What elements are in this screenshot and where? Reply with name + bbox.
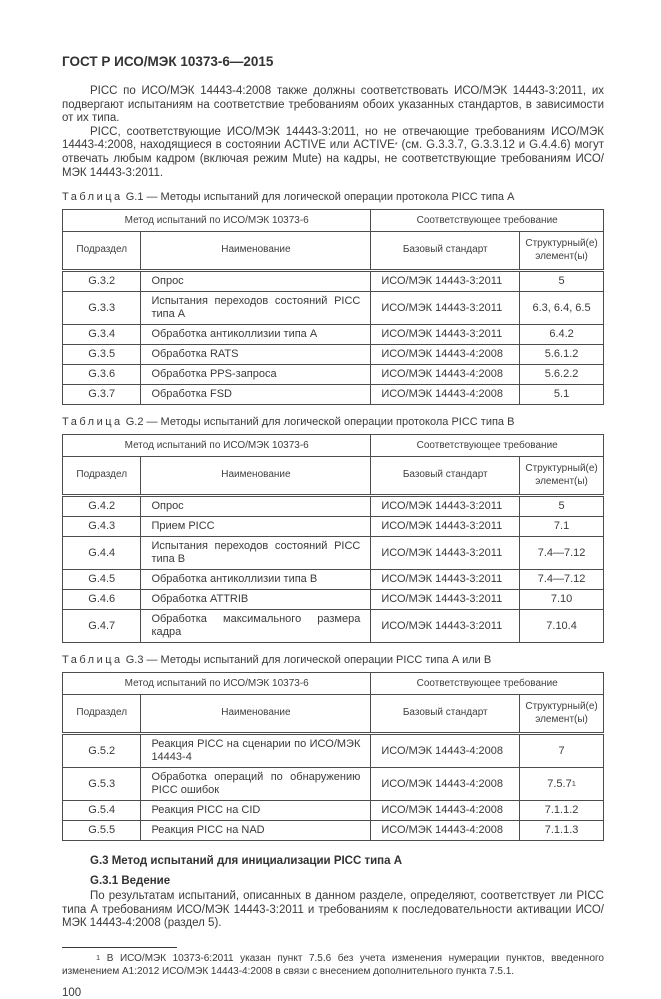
cell-subsection: G.5.5 bbox=[63, 821, 141, 841]
table-caption-label: Таблица bbox=[62, 191, 123, 204]
table-caption-label: Таблица bbox=[62, 416, 123, 429]
col-header-element: Структурный(е) элемент(ы) bbox=[520, 695, 604, 734]
table-row bbox=[63, 292, 604, 325]
active-asterisk-superscript: * bbox=[394, 140, 398, 150]
table-g2 bbox=[62, 434, 604, 643]
table-caption-g3 bbox=[62, 654, 604, 666]
cell-element: 7.4—7.12 bbox=[520, 537, 604, 570]
cell-element: 5.1 bbox=[520, 385, 604, 405]
cell-standard: ИСО/МЭК 14443-3:2011 bbox=[371, 325, 520, 345]
cell-standard: ИСО/МЭК 14443-4:2008 bbox=[371, 768, 520, 801]
cell-element: 5 bbox=[520, 496, 604, 517]
cell-subsection: G.4.7 bbox=[63, 610, 141, 643]
footnote-separator bbox=[62, 947, 177, 948]
cell-name: Реакция PICC на NAD bbox=[141, 821, 371, 841]
table-row bbox=[63, 517, 604, 537]
cell-element: 7 bbox=[520, 734, 604, 768]
table-caption-text: G.2 — Методы испытаний для логической операции протокола PICC типа В bbox=[125, 416, 515, 429]
intro-paragraph-2 bbox=[62, 126, 604, 180]
cell-element: 6.3, 6.4, 6.5 bbox=[520, 292, 604, 325]
cell-name: Испытания переходов состояний PICC типа А bbox=[141, 292, 371, 325]
intro-paragraph-2-continuation: (см. G.3.3.7, G.3.3.12 и G.4.4.6) могут отвечать любым кадром (включая режим Mute) на кадры, не соответствующие требованиям ИСО/МЭК 14443-3:2011. bbox=[62, 139, 604, 179]
cell-subsection: G.4.5 bbox=[63, 570, 141, 590]
col-header-name: Наименование bbox=[141, 457, 371, 496]
col-header-subsection: Подраздел bbox=[63, 457, 141, 496]
footnote bbox=[62, 953, 604, 978]
cell-element: 7.10 bbox=[520, 590, 604, 610]
table-g1 bbox=[62, 209, 604, 405]
col-header-name: Наименование bbox=[141, 232, 371, 271]
table-row bbox=[63, 496, 604, 517]
cell-standard: ИСО/МЭК 14443-4:2008 bbox=[371, 734, 520, 768]
cell-name: Реакция PICC на CID bbox=[141, 801, 371, 821]
table-row bbox=[63, 570, 604, 590]
cell-element: 7.1.1.2 bbox=[520, 801, 604, 821]
cell-standard: ИСО/МЭК 14443-3:2011 bbox=[371, 496, 520, 517]
table-row bbox=[63, 385, 604, 405]
col-header-standard: Базовый стандарт bbox=[371, 457, 520, 496]
cell-subsection: G.3.6 bbox=[63, 365, 141, 385]
cell-name: Опрос bbox=[141, 496, 371, 517]
table-column-header-row bbox=[63, 695, 604, 734]
cell-name: Обработка PPS-запроса bbox=[141, 365, 371, 385]
col-header-element: Структурный(е) элемент(ы) bbox=[520, 232, 604, 271]
cell-standard: ИСО/МЭК 14443-3:2011 bbox=[371, 517, 520, 537]
group-header-requirement: Соответствующее требование bbox=[371, 435, 604, 457]
cell-element: 5.6.2.2 bbox=[520, 365, 604, 385]
footnote-marker-superscript: 1 bbox=[96, 952, 101, 962]
section-subheading-g31: G.3.1 Ведение bbox=[90, 875, 171, 888]
table-column-header-row bbox=[63, 232, 604, 271]
col-header-element: Структурный(е) элемент(ы) bbox=[520, 457, 604, 496]
cell-standard: ИСО/МЭК 14443-3:2011 bbox=[371, 570, 520, 590]
table-column-header-row bbox=[63, 457, 604, 496]
cell-subsection: G.3.3 bbox=[63, 292, 141, 325]
page-header: ГОСТ Р ИСО/МЭК 10373-6—2015 bbox=[62, 54, 274, 69]
cell-name: Обработка операций по обнаружению PICC ошибок bbox=[141, 768, 371, 801]
cell-subsection: G.3.4 bbox=[63, 325, 141, 345]
cell-name: Обработка максимального размера кадра bbox=[141, 610, 371, 643]
cell-standard: ИСО/МЭК 14443-3:2011 bbox=[371, 292, 520, 325]
table-row bbox=[63, 768, 604, 801]
cell-subsection: G.4.3 bbox=[63, 517, 141, 537]
page-number: 100 bbox=[62, 987, 82, 999]
cell-name: Реакция PICC на сценарии по ИСО/МЭК 14443-4 bbox=[141, 734, 371, 768]
cell-standard: ИСО/МЭК 14443-4:2008 bbox=[371, 385, 520, 405]
cell-name: Обработка ATTRIB bbox=[141, 590, 371, 610]
cell-name: Опрос bbox=[141, 271, 371, 292]
cell-standard: ИСО/МЭК 14443-4:2008 bbox=[371, 801, 520, 821]
cell-element bbox=[520, 768, 604, 801]
cell-element: 7.1 bbox=[520, 517, 604, 537]
cell-element: 5.6.1.2 bbox=[520, 345, 604, 365]
col-header-standard: Базовый стандарт bbox=[371, 695, 520, 734]
cell-standard: ИСО/МЭК 14443-3:2011 bbox=[371, 271, 520, 292]
section-heading-g3: G.3 Метод испытаний для инициализации PICC типа А bbox=[90, 855, 403, 868]
cell-name: Обработка RATS bbox=[141, 345, 371, 365]
section-body-paragraph: По результатам испытаний, описанных в данном разделе, определяют, соответствует ли PICC типа А требованиям ИСО/МЭК 14443-3:2011 и требованиям к последовательности активации ИСО/МЭК 14443-4:2008 (раздел 5). bbox=[62, 890, 604, 930]
cell-subsection: G.5.4 bbox=[63, 801, 141, 821]
cell-element: 5 bbox=[520, 271, 604, 292]
col-header-name: Наименование bbox=[141, 695, 371, 734]
cell-standard: ИСО/МЭК 14443-3:2011 bbox=[371, 590, 520, 610]
group-header-test-method: Метод испытаний по ИСО/МЭК 10373-6 bbox=[63, 435, 371, 457]
cell-subsection: G.5.3 bbox=[63, 768, 141, 801]
table-caption-text: G.3 — Методы испытаний для логической операции PICC типа А или В bbox=[125, 654, 492, 667]
table-group-header-row bbox=[63, 210, 604, 232]
cell-element-value: 7.5.7 bbox=[547, 777, 572, 790]
cell-subsection: G.3.2 bbox=[63, 271, 141, 292]
cell-name: Обработка FSD bbox=[141, 385, 371, 405]
cell-name: Прием PICC bbox=[141, 517, 371, 537]
table-caption-text: G.1 — Методы испытаний для логической операции протокола PICC типа А bbox=[125, 191, 515, 204]
table-row bbox=[63, 590, 604, 610]
footnote-text: В ИСО/МЭК 10373-6:2011 указан пункт 7.5.6 без учета изменения нумерации пунктов, введенного изменением А1:2012 ИСО/МЭК 14443-4:2008 в связи с внесением дополнительного пункта 7.5.1. bbox=[62, 952, 604, 977]
table-row bbox=[63, 345, 604, 365]
cell-standard: ИСО/МЭК 14443-4:2008 bbox=[371, 365, 520, 385]
cell-element: 7.10.4 bbox=[520, 610, 604, 643]
cell-standard: ИСО/МЭК 14443-3:2011 bbox=[371, 537, 520, 570]
group-header-requirement: Соответствующее требование bbox=[371, 210, 604, 232]
table-group-header-row bbox=[63, 435, 604, 457]
cell-subsection: G.4.2 bbox=[63, 496, 141, 517]
cell-element: 6.4.2 bbox=[520, 325, 604, 345]
table-caption-label: Таблица bbox=[62, 654, 123, 667]
cell-standard: ИСО/МЭК 14443-4:2008 bbox=[371, 821, 520, 841]
table-group-header-row bbox=[63, 673, 604, 695]
cell-subsection: G.3.5 bbox=[63, 345, 141, 365]
col-header-subsection: Подраздел bbox=[63, 695, 141, 734]
table-row bbox=[63, 271, 604, 292]
cell-element: 7.4—7.12 bbox=[520, 570, 604, 590]
table-row bbox=[63, 325, 604, 345]
table-row bbox=[63, 801, 604, 821]
intro-paragraph-1: PICC по ИСО/МЭК 14443-4:2008 также должны соответствовать ИСО/МЭК 14443-3:2011, их подвергают испытаниям на соответствие требованиям обоих указанных стандартов, в зависимости от их типа. bbox=[62, 85, 604, 125]
group-header-requirement: Соответствующее требование bbox=[371, 673, 604, 695]
cell-name: Испытания переходов состояний PICC типа В bbox=[141, 537, 371, 570]
footnote-reference-superscript: 1 bbox=[571, 778, 576, 788]
cell-standard: ИСО/МЭК 14443-4:2008 bbox=[371, 345, 520, 365]
group-header-test-method: Метод испытаний по ИСО/МЭК 10373-6 bbox=[63, 673, 371, 695]
cell-name: Обработка антиколлизии типа А bbox=[141, 325, 371, 345]
cell-subsection: G.5.2 bbox=[63, 734, 141, 768]
col-header-standard: Базовый стандарт bbox=[371, 232, 520, 271]
col-header-subsection: Подраздел bbox=[63, 232, 141, 271]
table-row bbox=[63, 537, 604, 570]
table-caption-g1 bbox=[62, 191, 604, 203]
cell-standard: ИСО/МЭК 14443-3:2011 bbox=[371, 610, 520, 643]
cell-element: 7.1.1.3 bbox=[520, 821, 604, 841]
intro-paragraph-2-text: PICC, соответствующие ИСО/МЭК 14443-3:2011, но не отвечающие требованиям ИСО/МЭК 14443-4:2008, находящиеся в состоянии ACTIVE или ACTIVE bbox=[62, 125, 604, 152]
cell-subsection: G.4.6 bbox=[63, 590, 141, 610]
table-row bbox=[63, 610, 604, 643]
table-g3 bbox=[62, 672, 604, 841]
table-caption-g2 bbox=[62, 416, 604, 428]
table-row bbox=[63, 365, 604, 385]
cell-subsection: G.3.7 bbox=[63, 385, 141, 405]
cell-subsection: G.4.4 bbox=[63, 537, 141, 570]
table-row bbox=[63, 821, 604, 841]
table-row bbox=[63, 734, 604, 768]
cell-name: Обработка антиколлизии типа В bbox=[141, 570, 371, 590]
group-header-test-method: Метод испытаний по ИСО/МЭК 10373-6 bbox=[63, 210, 371, 232]
